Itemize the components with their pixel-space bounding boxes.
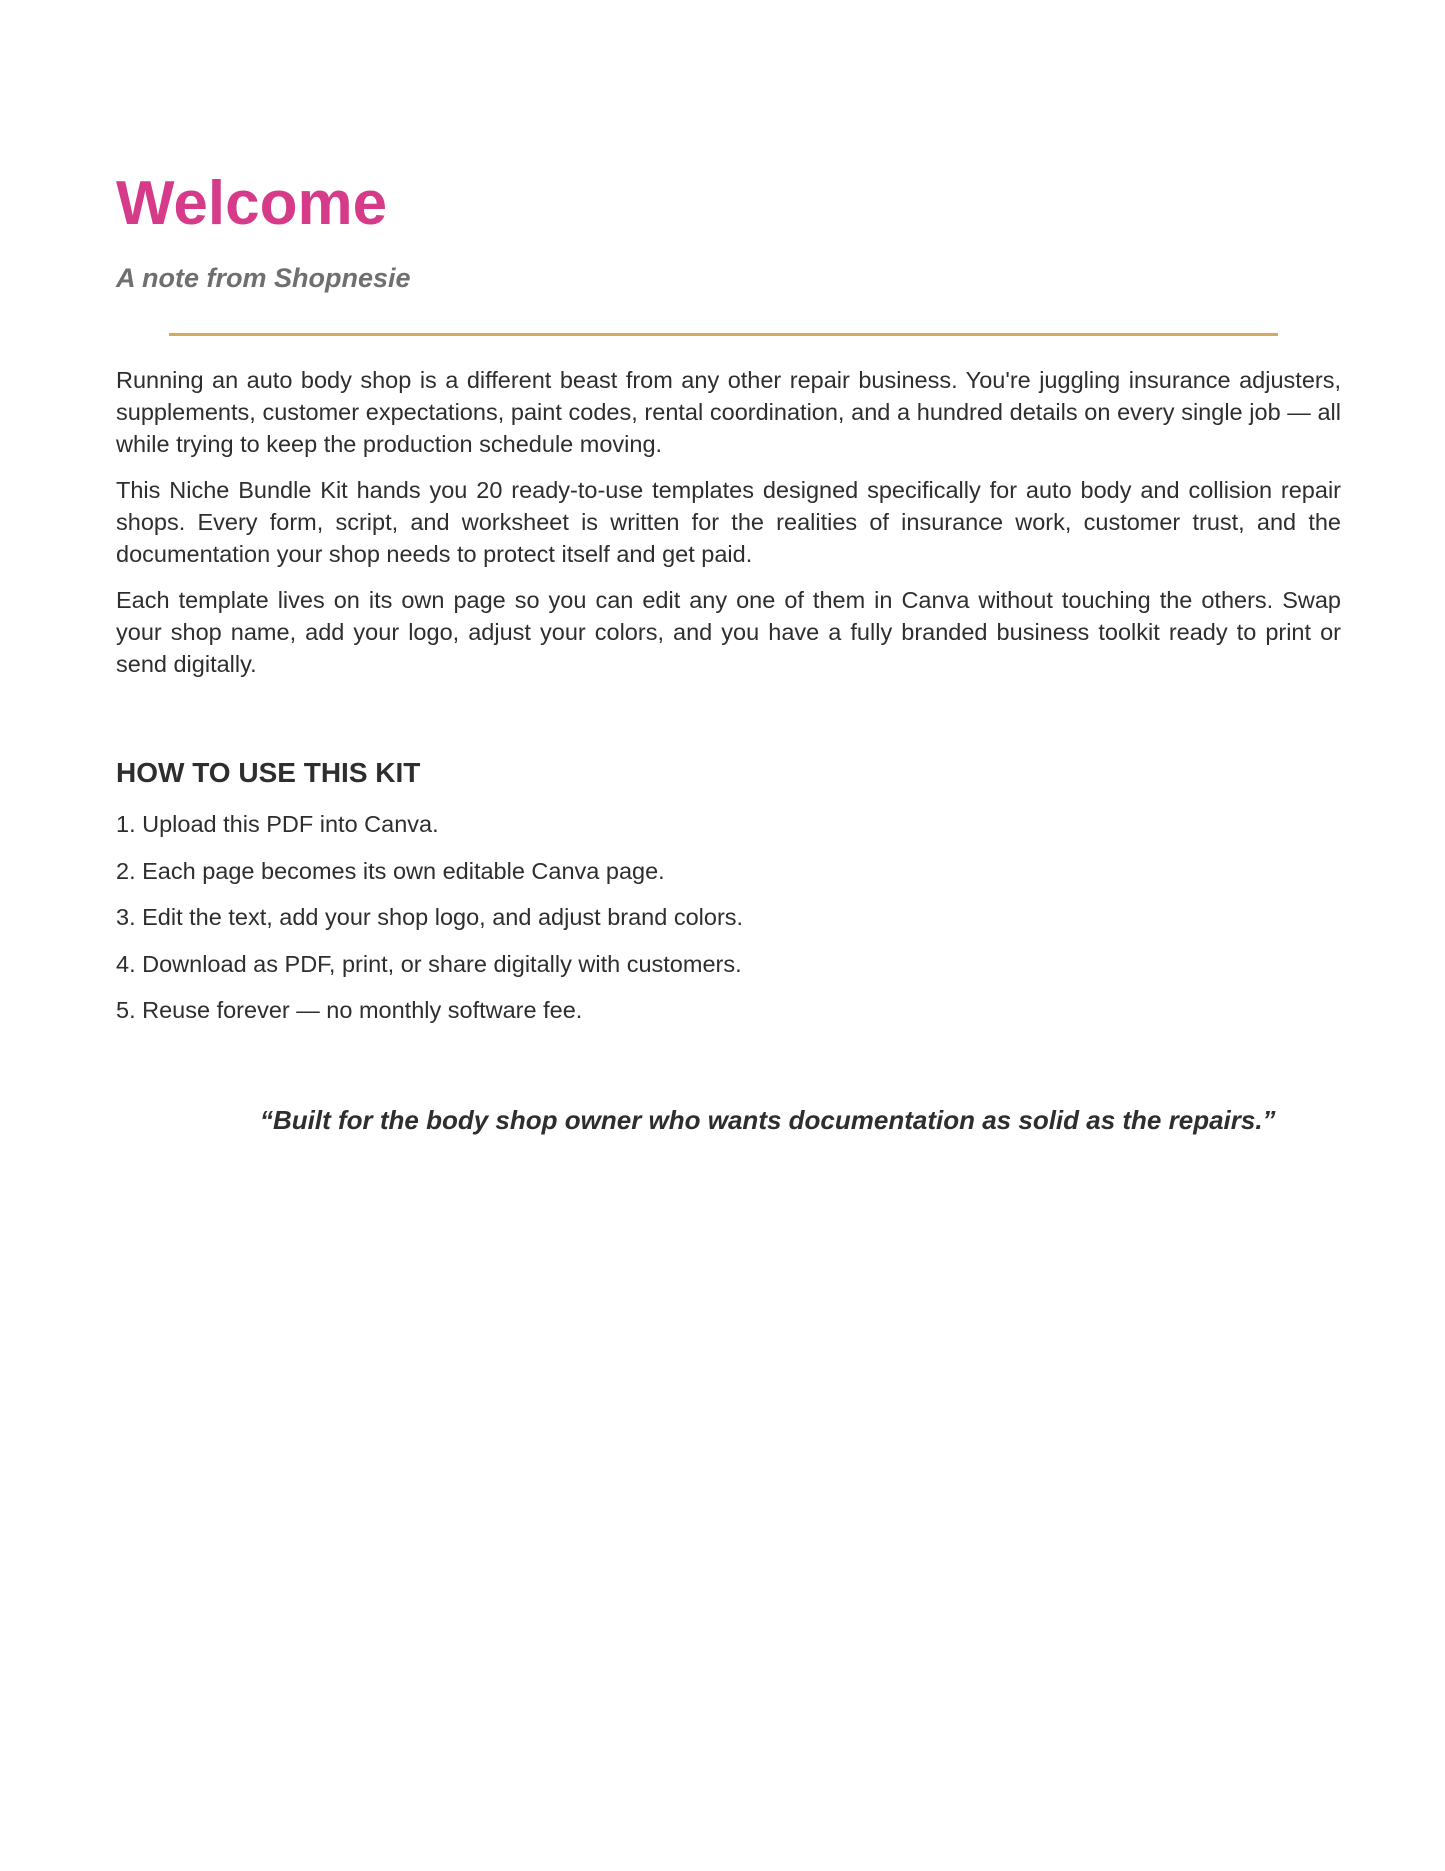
intro-section xyxy=(116,364,1341,694)
section-divider xyxy=(169,333,1278,336)
intro-paragraph: Running an auto body shop is a different beast from any other repair business. You're juggling insurance adjusters, supplements, customer expectations, paint codes, rental coordination, and a hundred details on every single job — all while trying to keep the production schedule moving. xyxy=(116,367,1341,457)
how-to-step: 4. Download as PDF, print, or share digitally with customers. xyxy=(116,950,742,977)
how-to-steps-list xyxy=(116,808,743,1041)
how-to-step: 1. Upload this PDF into Canva. xyxy=(116,811,439,837)
page-title: Welcome xyxy=(116,169,388,238)
how-to-step: 3. Edit the text, add your shop logo, and adjust brand colors. xyxy=(116,904,744,930)
closing-quote: “Built for the body shop owner who wants documentation as solid as the repairs.” xyxy=(260,1105,1276,1135)
intro-paragraph: Each template lives on its own page so you can edit any one of them in Canva without touching the others. Swap your shop name, add your logo, adjust your colors, and you have a fully branded business toolkit ready to print or send digitally. xyxy=(116,587,1341,677)
how-to-step: 5. Reuse forever — no monthly software fee. xyxy=(116,997,583,1023)
how-to-heading: HOW TO USE THIS KIT xyxy=(116,757,421,788)
intro-paragraph: This Niche Bundle Kit hands you 20 ready-to-use templates designed specifically for auto body and collision repair shops. Every form, script, and worksheet is written for the realities of insurance work, customer trust, and the documentation your shop needs to protect itself and get paid. xyxy=(116,477,1341,567)
how-to-step: 2. Each page becomes its own editable Canva page. xyxy=(116,857,665,884)
page-subtitle: A note from Shopnesie xyxy=(116,263,411,293)
